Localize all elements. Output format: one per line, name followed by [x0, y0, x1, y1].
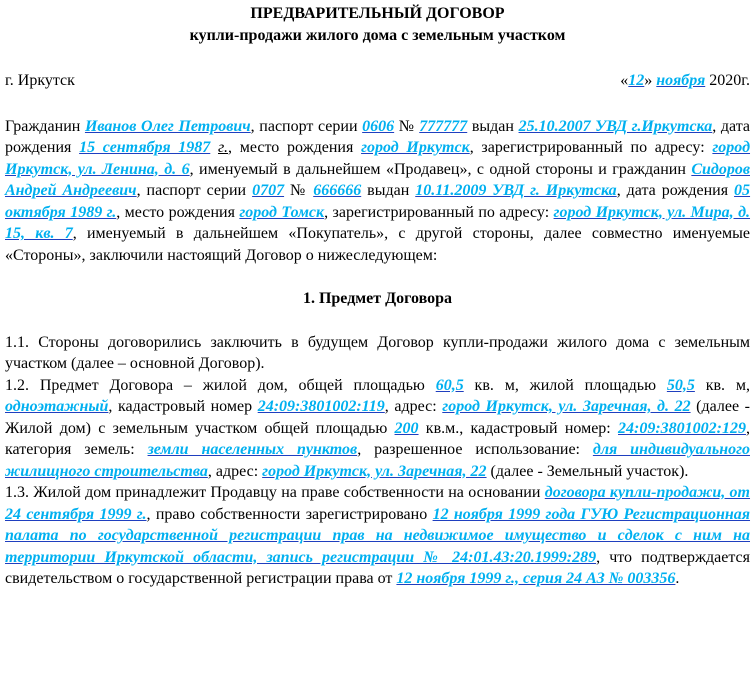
buyer-birth-date-field[interactable]: 05 октября 1989 г. — [5, 182, 751, 221]
seller-address-field[interactable]: город Иркутск, ул. Ленина, д. 6 — [5, 139, 751, 178]
buyer-passport-series-field[interactable]: 0707 — [252, 182, 285, 199]
seller-passport-series-field[interactable]: 0606 — [362, 117, 395, 135]
date-year: 2020г. — [709, 72, 750, 89]
place-date-row — [5, 70, 750, 92]
buyer-passport-issued-field[interactable]: 10.11.2009 УВД г. Иркутска — [415, 182, 617, 199]
buyer-passport-number-field[interactable]: 666666 — [313, 182, 362, 199]
contract-date: «12» ноября 2020г. — [620, 72, 750, 89]
contract-document — [5, 0, 750, 590]
ownership-registration-field[interactable]: 12 ноября 1999 года ГУЮ Регистрационная палата по государственной регистрации прав на недвижимое имущество и сделок с ним на территории Иркутской области, запись регистрации № 24:01.43:20.1999:289 — [5, 505, 751, 566]
land-category-field[interactable]: земли населенных пунктов — [147, 441, 358, 458]
seller-birth-date-field[interactable]: 15 сентября 1987 — [79, 139, 211, 156]
land-cadastre-field[interactable]: 24:09:3801002:129 — [618, 419, 746, 437]
date-month-field[interactable]: ноября — [656, 72, 706, 89]
house-living-area-field[interactable]: 50,5 — [666, 376, 695, 394]
parties-paragraph: Гражданин Иванов Олег Петрович, паспорт серии 0606 № 777777 выдан 25.10.2007 УВД г.Иркутска, дата рождения 15 сентября 1987 г., место рождения город Иркутск, зарегистрированный по адресу: город Иркутск, ул. Ленина, д. 6, именуемый в дальнейшем «Продавец», с одной стороны и гражданин Сидоров Андрей Андреевич, паспорт серии 0707 № 666666 выдан 10.11.2009 УВД г. Иркутска, дата рождения 05 октября 1989 г., место рождения город Томск, зарегистрированный по адресу: город Иркутск, ул. Мира, д. 15, кв. 7, именуемый в дальнейшем «Покупатель», с другой стороны, далее совместно именуемые «Стороны», заключили настоящий Договор о нижеследующем: — [5, 117, 751, 264]
house-total-area-field[interactable]: 60,5 — [435, 376, 464, 394]
seller-birthplace-field[interactable]: город Иркутск — [361, 139, 470, 156]
ownership-certificate-field[interactable]: 12 ноября 1999 г., серия 24 АЗ № 003356 — [396, 570, 676, 587]
land-permitted-use-field[interactable]: для индивидуального жилищного строительства — [5, 441, 750, 480]
section-heading: 1. Предмет Договора — [302, 290, 453, 307]
ownership-basis-field[interactable]: договора купли-продажи, от 24 сентября 1999 г. — [5, 484, 751, 523]
seller-birth-year-suffix: г. — [218, 139, 229, 156]
document-subtitle: купли-продажи жилого дома с земельным участком — [189, 26, 566, 44]
land-address-field[interactable]: город Иркутск, ул. Заречная, 22 — [262, 462, 487, 480]
house-address-field[interactable]: город Иркутск, ул. Заречная, д. 22 — [442, 398, 691, 415]
seller-passport-number-field[interactable]: 777777 — [419, 117, 468, 135]
date-day-field[interactable]: 12 — [628, 72, 645, 89]
clause-1-1: 1.1. Стороны договорились заключить в будущем Договор купли-продажи жилого дома с земельным участком (далее – основной Договор). — [5, 333, 750, 372]
clause-1-3: 1.3. Жилой дом принадлежит Продавцу на праве собственности на основании договора купли-продажи, от 24 сентября 1999 г., право собственности зарегистрировано 12 ноября 1999 года ГУЮ Регистрационная палата по государственной регистрации прав на недвижимое имущество и сделок с ним на территории Иркутской области, запись регистрации № 24:01.43:20.1999:289, что подтверждается свидетельством о государственной регистрации права от 12 ноября 1999 г., серия 24 АЗ № 003356. — [5, 484, 751, 587]
seller-name-field[interactable]: Иванов Олег Петрович — [84, 117, 251, 135]
buyer-address-field[interactable]: город Иркутск, ул. Мира, д. 15, кв. 7 — [5, 203, 751, 242]
land-area-field[interactable]: 200 — [394, 419, 419, 437]
clause-1-2: 1.2. Предмет Договора – жилой дом, общей площадью 60,5 кв. м, жилой площадью 50,5 кв. м, одноэтажный, кадастровый номер 24:09:3801002:119, адрес: город Иркутск, ул. Заречная, д. 22 (далее - Жилой дом) с земельным участком общей площадью 200 кв.м., кадастровый номер: 24:09:3801002:129, категория земель: земли населенных пунктов, разрешенное использование: для индивидуального жилищного строительства, адрес: город Иркутск, ул. Заречная, 22 (далее - Земельный участок). — [5, 376, 750, 480]
house-floors-field[interactable]: одноэтажный — [5, 398, 109, 415]
document-title: ПРЕДВАРИТЕЛЬНЫЙ ДОГОВОР — [250, 5, 505, 22]
city: г. Иркутск — [5, 72, 75, 89]
buyer-birthplace-field[interactable]: город Томск — [239, 203, 325, 221]
house-cadastre-field[interactable]: 24:09:3801002:119 — [257, 398, 385, 415]
seller-passport-issued-field[interactable]: 25.10.2007 УВД г.Иркутска — [518, 117, 713, 135]
buyer-name-field[interactable]: Сидоров Андрей Андреевич — [5, 160, 750, 199]
